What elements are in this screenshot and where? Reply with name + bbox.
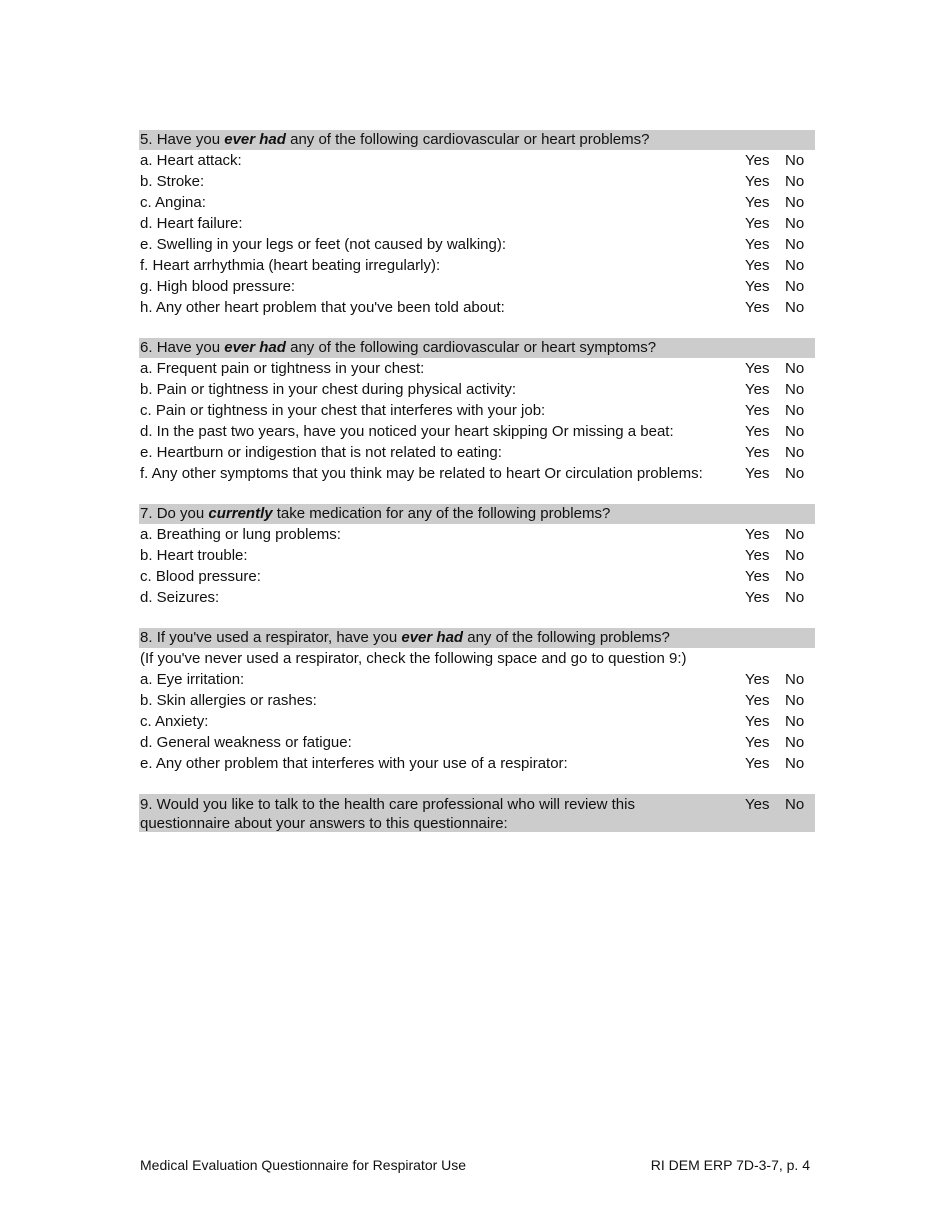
- yes-option[interactable]: Yes: [745, 152, 770, 169]
- question-header: [139, 628, 815, 648]
- no-option[interactable]: No: [785, 465, 805, 482]
- question-text-before: Have you: [156, 131, 221, 148]
- question-item-label: e. Any other problem that interferes with your use of a respirator:: [140, 755, 568, 772]
- question-item-row: [139, 753, 815, 774]
- question-item-label: d. In the past two years, have you noticed your heart skipping Or missing a beat:: [140, 423, 674, 440]
- no-option[interactable]: No: [785, 381, 805, 398]
- question-header-text: [140, 130, 649, 150]
- no-option[interactable]: No: [785, 402, 805, 419]
- question-item-row: [139, 587, 815, 608]
- question-item-label: b. Pain or tightness in your chest during physical activity:: [140, 381, 517, 398]
- question-text-before: If you've used a respirator, have you: [156, 629, 398, 646]
- no-option[interactable]: No: [785, 215, 805, 232]
- question-number: 7.: [140, 505, 153, 522]
- question-9-text: 9. Would you like to talk to the health care professional who will review this questionnaire about your answers to this questionnaire:: [140, 796, 635, 832]
- no-option[interactable]: No: [785, 152, 805, 169]
- question-item-row: [139, 463, 815, 484]
- question-item-row: [139, 400, 815, 421]
- question-item-row: [139, 192, 815, 213]
- question-item-label: h. Any other heart problem that you've been told about:: [140, 299, 505, 316]
- question-item-label: a. Eye irritation:: [140, 671, 245, 688]
- question-text-after: take medication for any of the following problems?: [276, 505, 611, 522]
- question-number: 8.: [140, 629, 153, 646]
- no-option[interactable]: No: [785, 299, 805, 316]
- question-section: [139, 338, 815, 484]
- no-option[interactable]: No: [785, 713, 805, 730]
- no-option[interactable]: No: [785, 671, 805, 688]
- question-note: [139, 648, 815, 669]
- no-option[interactable]: No: [785, 278, 805, 295]
- no-option[interactable]: No: [785, 755, 805, 772]
- yes-option[interactable]: Yes: [745, 236, 770, 253]
- question-header-text: [140, 338, 656, 358]
- yes-option[interactable]: Yes: [745, 215, 770, 232]
- question-item-row: [139, 276, 815, 297]
- question-item-row: [139, 669, 815, 690]
- question-item-row: [139, 566, 815, 587]
- question-item-row: [139, 545, 815, 566]
- question-text-after: any of the following cardiovascular or heart symptoms?: [290, 339, 657, 356]
- question-item-label: c. Blood pressure:: [140, 568, 261, 585]
- yes-option[interactable]: Yes: [745, 194, 770, 211]
- question-item-row: [139, 255, 815, 276]
- yes-option[interactable]: Yes: [745, 299, 770, 316]
- no-option[interactable]: No: [785, 444, 805, 461]
- question-note-text: (If you've never used a respirator, check the following space and go to question 9:): [140, 650, 687, 667]
- question-item-label: c. Angina:: [140, 194, 206, 211]
- question-item-label: c. Anxiety:: [140, 713, 209, 730]
- no-option[interactable]: No: [785, 568, 805, 585]
- yes-option[interactable]: Yes: [745, 173, 770, 190]
- question-section: [139, 628, 815, 774]
- question-item-label: e. Swelling in your legs or feet (not caused by walking):: [140, 236, 507, 253]
- yes-option[interactable]: Yes: [745, 465, 770, 482]
- question-text-emphasis: ever had: [224, 131, 286, 148]
- question-item-label: b. Stroke:: [140, 173, 205, 190]
- question-item-label: d. Seizures:: [140, 589, 220, 606]
- no-option[interactable]: No: [785, 257, 805, 274]
- question-item-label: b. Skin allergies or rashes:: [140, 692, 317, 709]
- yes-option[interactable]: Yes: [745, 402, 770, 419]
- yes-option[interactable]: Yes: [745, 444, 770, 461]
- questionnaire-form: [139, 130, 815, 832]
- no-option[interactable]: No: [785, 692, 805, 709]
- question-text-after: any of the following cardiovascular or heart problems?: [290, 131, 650, 148]
- question-header-text: [140, 628, 670, 648]
- question-header: [139, 504, 815, 524]
- no-option[interactable]: No: [785, 360, 805, 377]
- question-item-label: e. Heartburn or indigestion that is not related to eating:: [140, 444, 502, 461]
- yes-option[interactable]: Yes: [745, 734, 770, 751]
- question-item-row: [139, 234, 815, 255]
- question-item-label: d. General weakness or fatigue:: [140, 734, 352, 751]
- yes-option[interactable]: Yes: [745, 589, 770, 606]
- question-item-row: [139, 442, 815, 463]
- question-item-row: [139, 358, 815, 379]
- question-item-row: [139, 379, 815, 400]
- no-option[interactable]: No: [785, 589, 805, 606]
- no-option[interactable]: No: [785, 423, 805, 440]
- question-item-label: a. Frequent pain or tightness in your chest:: [140, 360, 425, 377]
- question-item-label: a. Breathing or lung problems:: [140, 526, 341, 543]
- yes-option[interactable]: Yes: [745, 692, 770, 709]
- no-option[interactable]: No: [785, 236, 805, 253]
- question-item-label: f. Heart arrhythmia (heart beating irregularly):: [140, 257, 441, 274]
- no-option[interactable]: No: [785, 194, 805, 211]
- yes-option[interactable]: Yes: [745, 547, 770, 564]
- footer-form-title: Medical Evaluation Questionnaire for Respirator Use: [140, 1157, 467, 1173]
- yes-option[interactable]: Yes: [745, 755, 770, 772]
- question-item-label: d. Heart failure:: [140, 215, 243, 232]
- question-text-before: Have you: [156, 339, 221, 356]
- question-item-label: f. Any other symptoms that you think may be related to heart Or circulation problems:: [140, 465, 703, 482]
- question-item-row: [139, 732, 815, 753]
- question-text-emphasis: ever had: [401, 629, 464, 646]
- question-section: [139, 130, 815, 318]
- question-item-label: b. Heart trouble:: [140, 547, 248, 564]
- question-header-text: [140, 504, 610, 524]
- question-header: [139, 338, 815, 358]
- question-section: [139, 504, 815, 608]
- question-item-row: [139, 711, 815, 732]
- question-item-row: [139, 213, 815, 234]
- question-item-row: [139, 690, 815, 711]
- footer-page-reference: RI DEM ERP 7D-3-7, p. 4: [650, 1157, 810, 1173]
- question-text-after: any of the following problems?: [467, 629, 670, 646]
- question-text-before: Do you: [156, 505, 205, 522]
- question-header: [139, 130, 815, 150]
- no-option[interactable]: No: [785, 547, 805, 564]
- yes-option[interactable]: Yes: [745, 381, 770, 398]
- question-number: 5.: [140, 131, 153, 148]
- question-item-row: [139, 171, 815, 192]
- no-option[interactable]: No: [785, 796, 805, 813]
- yes-option[interactable]: Yes: [745, 278, 770, 295]
- question-item-row: [139, 421, 815, 442]
- yes-option[interactable]: Yes: [745, 423, 770, 440]
- question-text-emphasis: ever had: [224, 339, 286, 356]
- question-number: 6.: [140, 339, 153, 356]
- question-item-row: [139, 297, 815, 318]
- question-item-label: a. Heart attack:: [140, 152, 242, 169]
- yes-option[interactable]: Yes: [745, 568, 770, 585]
- yes-option[interactable]: Yes: [745, 671, 770, 688]
- question-item-label: g. High blood pressure:: [140, 278, 296, 295]
- question-item-label: c. Pain or tightness in your chest that interferes with your job:: [140, 402, 546, 419]
- no-option[interactable]: No: [785, 526, 805, 543]
- yes-option[interactable]: Yes: [745, 257, 770, 274]
- yes-option[interactable]: Yes: [745, 360, 770, 377]
- no-option[interactable]: No: [785, 173, 805, 190]
- question-9-row: [139, 794, 815, 832]
- yes-option[interactable]: Yes: [745, 796, 770, 813]
- question-item-row: [139, 150, 815, 171]
- question-text-emphasis: currently: [208, 505, 273, 522]
- question-item-row: [139, 524, 815, 545]
- no-option[interactable]: No: [785, 734, 805, 751]
- yes-option[interactable]: Yes: [745, 526, 770, 543]
- yes-option[interactable]: Yes: [745, 713, 770, 730]
